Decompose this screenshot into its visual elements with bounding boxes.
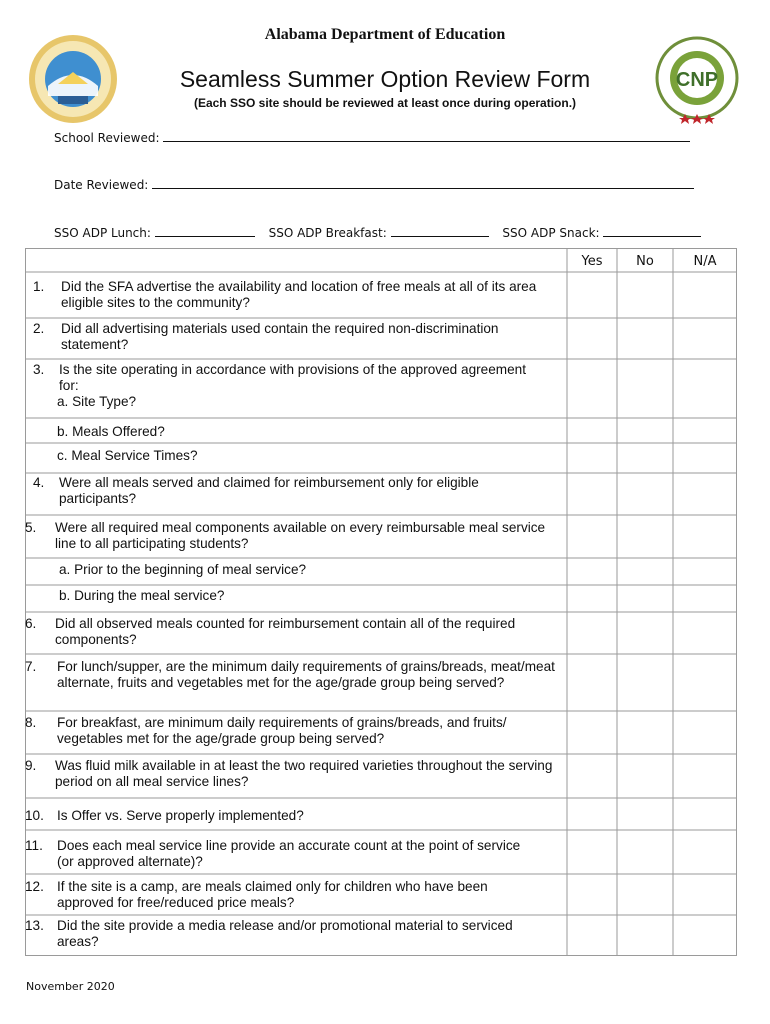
question-3: 3. Is the site operating in accordance with provisions of the approved agreement for: a. Site Type? xyxy=(33,362,526,409)
date-reviewed-row xyxy=(54,177,694,192)
adp-snack-label: SSO ADP Snack: xyxy=(502,226,600,240)
question-3b: b. Meals Offered? xyxy=(57,424,165,439)
review-questions-table xyxy=(25,248,737,956)
question-1: 1. Did the SFA advertise the availability and location of free meals at all of its area eligible sites to the community? xyxy=(33,279,537,310)
question-9: 9. Was fluid milk available in at least the two required varieties throughout the serving period on all meal service lines? xyxy=(25,758,553,789)
question-10: 10. Is Offer vs. Serve properly implemented? xyxy=(25,808,304,823)
question-7: 7. For lunch/supper, are the minimum daily requirements of grains/breads, meat/meat alternate, fruits and vegetables met for the age/grade group being served? xyxy=(25,659,555,690)
date-reviewed-label: Date Reviewed: xyxy=(54,178,149,192)
school-reviewed-row xyxy=(54,130,690,145)
adp-lunch-label: SSO ADP Lunch: xyxy=(54,226,151,240)
department-name: Alabama Department of Education xyxy=(264,26,506,43)
question-13: 13. Did the site provide a media release and/or promotional material to serviced areas? xyxy=(25,918,513,949)
adp-row xyxy=(54,225,701,240)
page-title: Seamless Summer Option Review Form xyxy=(179,66,591,92)
question-6: 6. Did all observed meals counted for reimbursement contain all of the required components? xyxy=(25,616,516,647)
column-yes: Yes xyxy=(581,254,603,269)
adp-breakfast-field[interactable] xyxy=(391,225,489,237)
question-2: 2. Did all advertising materials used contain the required non-discrimination statement? xyxy=(33,321,499,352)
question-4: 4. Were all meals served and claimed for reimbursement only for eligible participants? xyxy=(33,475,479,506)
page-subtitle: (Each SSO site should be reviewed at least once during operation.) xyxy=(193,96,577,110)
question-5a: a. Prior to the beginning of meal service? xyxy=(59,562,307,577)
column-no: No xyxy=(636,254,654,269)
footer-date: November 2020 xyxy=(26,980,115,993)
question-8: 8. For breakfast, are minimum daily requirements of grains/breads, and fruits/ vegetables met for the age/grade group being served? xyxy=(25,715,507,746)
question-11: 11. Does each meal service line provide an accurate count at the point of service (or approved alternate)? xyxy=(25,838,521,869)
question-5: 5. Were all required meal components available on every reimbursable meal service line to all participating students? xyxy=(25,520,546,551)
adp-lunch-field[interactable] xyxy=(155,225,255,237)
question-5b: b. During the meal service? xyxy=(59,588,225,603)
school-reviewed-field[interactable] xyxy=(163,130,690,142)
question-3c: c. Meal Service Times? xyxy=(57,448,198,463)
question-12: 12. If the site is a camp, are meals claimed only for children who have been approved for free/reduced price meals? xyxy=(25,879,488,910)
date-reviewed-field[interactable] xyxy=(152,177,694,189)
column-na: N/A xyxy=(693,254,717,269)
school-reviewed-label: School Reviewed: xyxy=(54,131,160,145)
adp-breakfast-label: SSO ADP Breakfast: xyxy=(268,226,387,240)
adp-snack-field[interactable] xyxy=(603,225,701,237)
svg-text:CNP: CNP xyxy=(675,69,719,91)
